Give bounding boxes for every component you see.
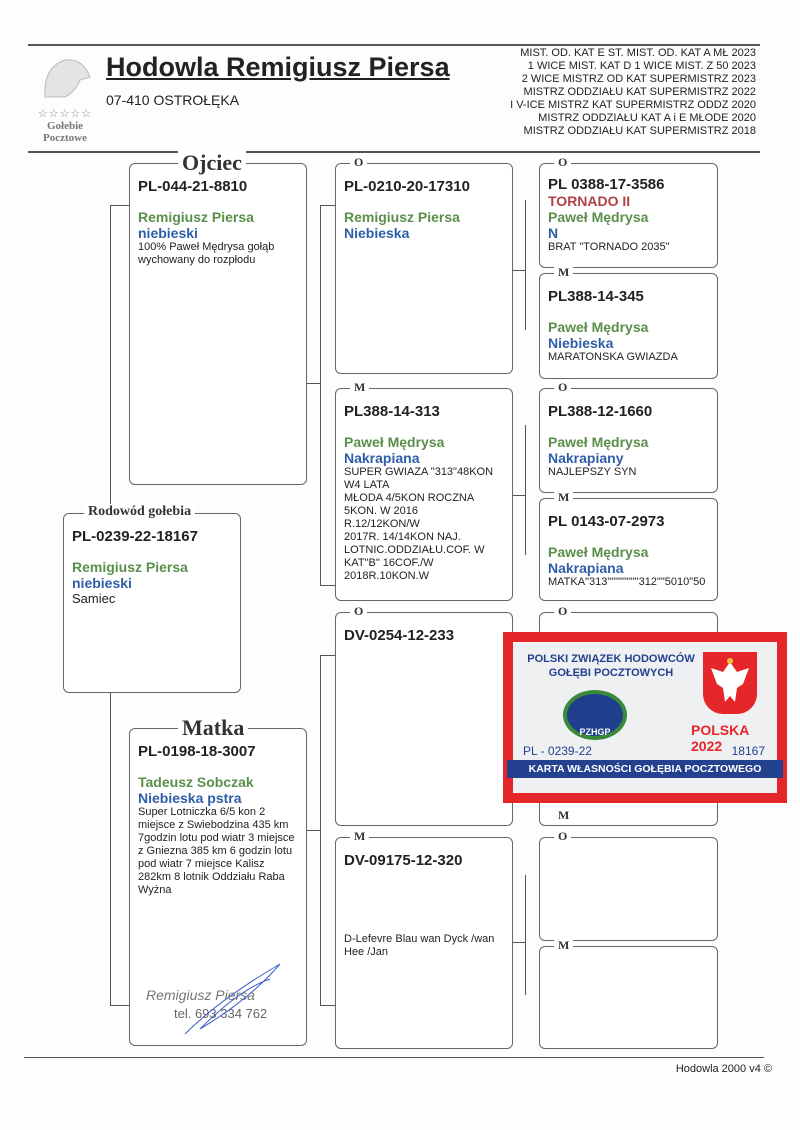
ggp-box xyxy=(539,265,718,379)
pigeon-color: Niebieska xyxy=(548,335,614,351)
connector xyxy=(320,205,335,206)
father-label: Ojciec xyxy=(178,150,246,176)
header-rule xyxy=(28,151,760,153)
logo xyxy=(30,52,100,142)
ggp-box xyxy=(539,938,718,1049)
sex-label: M xyxy=(554,265,573,280)
connector xyxy=(320,1005,335,1006)
connector xyxy=(320,655,335,656)
breeder: Paweł Mędrysa xyxy=(548,319,649,335)
connector xyxy=(512,942,525,943)
footer-text: Hodowla 2000 v4 © xyxy=(675,1063,772,1075)
ownership-card xyxy=(503,632,787,803)
pigeon-color: Nakrapiana xyxy=(548,560,624,576)
connector xyxy=(512,270,525,271)
connector xyxy=(306,830,320,831)
connector xyxy=(525,200,526,330)
footer-rule xyxy=(24,1057,764,1058)
pigeon-color: Niebieska xyxy=(344,225,410,241)
achievement: MISTRZ ODDZIAŁU KAT SUPERMISTRZ 2018 xyxy=(523,125,756,137)
breeder: Remigiusz Piersa xyxy=(344,209,460,225)
connector xyxy=(306,383,320,384)
breeder: Remigiusz Piersa xyxy=(72,559,188,575)
ggp-box xyxy=(539,829,718,941)
breeder: Remigiusz Piersa xyxy=(138,209,254,225)
paternal-grandmother-box xyxy=(335,380,513,601)
note: D-Lefevre Blau wan Dyck /wan Hee /Jan xyxy=(344,933,495,958)
signature-scribble xyxy=(180,959,290,1039)
phone: tel. 693 334 762 xyxy=(174,1006,268,1021)
subject-label: Rodowód gołebia xyxy=(84,504,195,520)
mother-label: Matka xyxy=(178,715,248,741)
ggp-box xyxy=(539,380,718,493)
ring-number: PL388-12-1660 xyxy=(548,403,653,420)
connector xyxy=(512,495,525,496)
page-title: Hodowla Remigiusz Piersa xyxy=(106,52,450,82)
ggp-box xyxy=(539,490,718,601)
ring-number: PL-0210-20-17310 xyxy=(344,178,470,195)
sex-label: M xyxy=(554,490,573,505)
breeder: Tadeusz Sobczak xyxy=(138,774,254,790)
signature: Remigiusz Piersa xyxy=(146,987,255,1003)
sex-label: M xyxy=(554,808,573,823)
breeder: Paweł Mędrysa xyxy=(548,209,649,225)
card-org: POLSKI ZWIĄZEK HODOWCÓW GOŁĘBI POCZTOWYCH xyxy=(527,653,695,679)
connector xyxy=(110,205,129,206)
sex-label: O xyxy=(350,155,367,170)
eagle-head-icon xyxy=(35,52,95,102)
ring-number: PL-044-21-8810 xyxy=(138,178,248,195)
paternal-grandfather-box xyxy=(335,155,513,374)
pigeon-color: niebieski xyxy=(138,225,198,241)
maternal-grandfather-box xyxy=(335,604,513,826)
sex-label: O xyxy=(554,380,571,395)
ring-number: PL388-14-345 xyxy=(548,288,644,305)
sex-label: M xyxy=(554,938,573,953)
sex-label: O xyxy=(350,604,367,619)
ring-number: DV-09175-12-320 xyxy=(344,852,463,869)
pzhgp-emblem: PZHGP xyxy=(563,690,627,740)
note: 100% Paweł Mędrysa gołąb wychowany do rozpłodu xyxy=(138,241,275,266)
achievements-list xyxy=(510,47,756,138)
pigeon-name: TORNADO II xyxy=(548,193,631,209)
pigeon-color: Niebieska pstra xyxy=(138,790,242,806)
ring-number: DV-0254-12-233 xyxy=(344,627,455,644)
card-ring-right: 18167 xyxy=(731,744,765,758)
pigeon-color: Nakrapiana xyxy=(344,450,420,466)
breeder: Paweł Mędrysa xyxy=(344,434,445,450)
achievement: 2 WICE MISTRZ OD KAT SUPERMISTRZ 2023 xyxy=(521,73,756,85)
breeder: Paweł Mędrysa xyxy=(548,434,649,450)
achievement: MISTRZ ODDZIAŁU KAT A i E MŁODE 2020 xyxy=(538,112,756,124)
logo-text: Gołebie Pocztowe xyxy=(43,120,87,144)
sex-label: O xyxy=(554,155,571,170)
address: 07-410 OSTROŁĘKA xyxy=(106,92,240,108)
connector xyxy=(320,585,335,586)
father-box xyxy=(129,150,307,485)
note: MATKA"313""""""""312""5010"50 xyxy=(548,576,706,588)
pigeon-color: N xyxy=(548,225,559,241)
note: NAJLEPSZY SYN xyxy=(548,466,637,478)
ring-number: PL-0198-18-3007 xyxy=(138,743,256,760)
ring-number: PL 0143-07-2973 xyxy=(548,513,665,530)
note: Super Lotniczka 6/5 kon 2 miejsce z Swiebodzina 435 km 7godzin lotu pod wiatr 3 miejsce z Gniezna 385 km 6 godzin lotu pod wiatr 7 miejsce Kalisz 282km 8 lotnik Oddziału Raba Wyżna xyxy=(138,806,295,896)
sex-label: M xyxy=(350,380,369,395)
connector xyxy=(525,875,526,995)
sex: Samiec xyxy=(72,591,116,606)
ggp-box xyxy=(539,155,718,268)
card-footer: KARTA WŁASNOŚCI GOŁĘBIA POCZTOWEGO xyxy=(507,760,783,778)
breeder: Paweł Mędrysa xyxy=(548,544,649,560)
ring-number: PL388-14-313 xyxy=(344,403,440,420)
card-ring-left: PL - 0239-22 xyxy=(523,744,592,758)
achievement: MIST. OD. KAT E ST. MIST. OD. KAT A MŁ 2023 xyxy=(520,47,756,59)
pigeon-color: Nakrapiany xyxy=(548,450,624,466)
connector xyxy=(320,205,321,585)
connector xyxy=(320,655,321,1005)
subject-box xyxy=(63,504,241,693)
sex-label: O xyxy=(554,829,571,844)
pigeon-color: niebieski xyxy=(72,575,132,591)
note: MARATONSKA GWIAZDA xyxy=(548,351,678,363)
card-country: POLSKA 2022 xyxy=(691,722,749,754)
ring-number: PL 0388-17-3586 xyxy=(548,176,665,193)
top-rule xyxy=(28,44,760,46)
achievement: 1 WICE MIST. KAT D 1 WICE MIST. Z 50 2023 xyxy=(527,60,756,72)
connector xyxy=(525,425,526,555)
ring-number: PL-0239-22-18167 xyxy=(72,528,198,545)
stars: ☆☆☆☆☆ xyxy=(37,108,93,120)
sex-label: O xyxy=(554,604,571,619)
achievement: MISTRZ ODDZIAŁU KAT SUPERMISTRZ 2022 xyxy=(523,86,756,98)
maternal-grandmother-box xyxy=(335,829,513,1049)
note: SUPER GWIAZA "313"48KON W4 LATA MŁODA 4/5KON ROCZNA 5KON. W 2016 R.12/12KON/W 2017R. 14/14KON NAJ. LOTNIC.ODDZIAŁU.COF. W KAT"B" 16COF./W 2018R.10KON.W xyxy=(344,466,494,582)
note: BRAT "TORNADO 2035" xyxy=(548,241,670,253)
sex-label: M xyxy=(350,829,369,844)
polish-eagle-icon xyxy=(703,652,757,714)
achievement: I V-ICE MISTRZ KAT SUPERMISTRZ ODDZ 2020 xyxy=(510,99,756,111)
connector xyxy=(110,1005,129,1006)
mother-box xyxy=(129,715,307,1046)
